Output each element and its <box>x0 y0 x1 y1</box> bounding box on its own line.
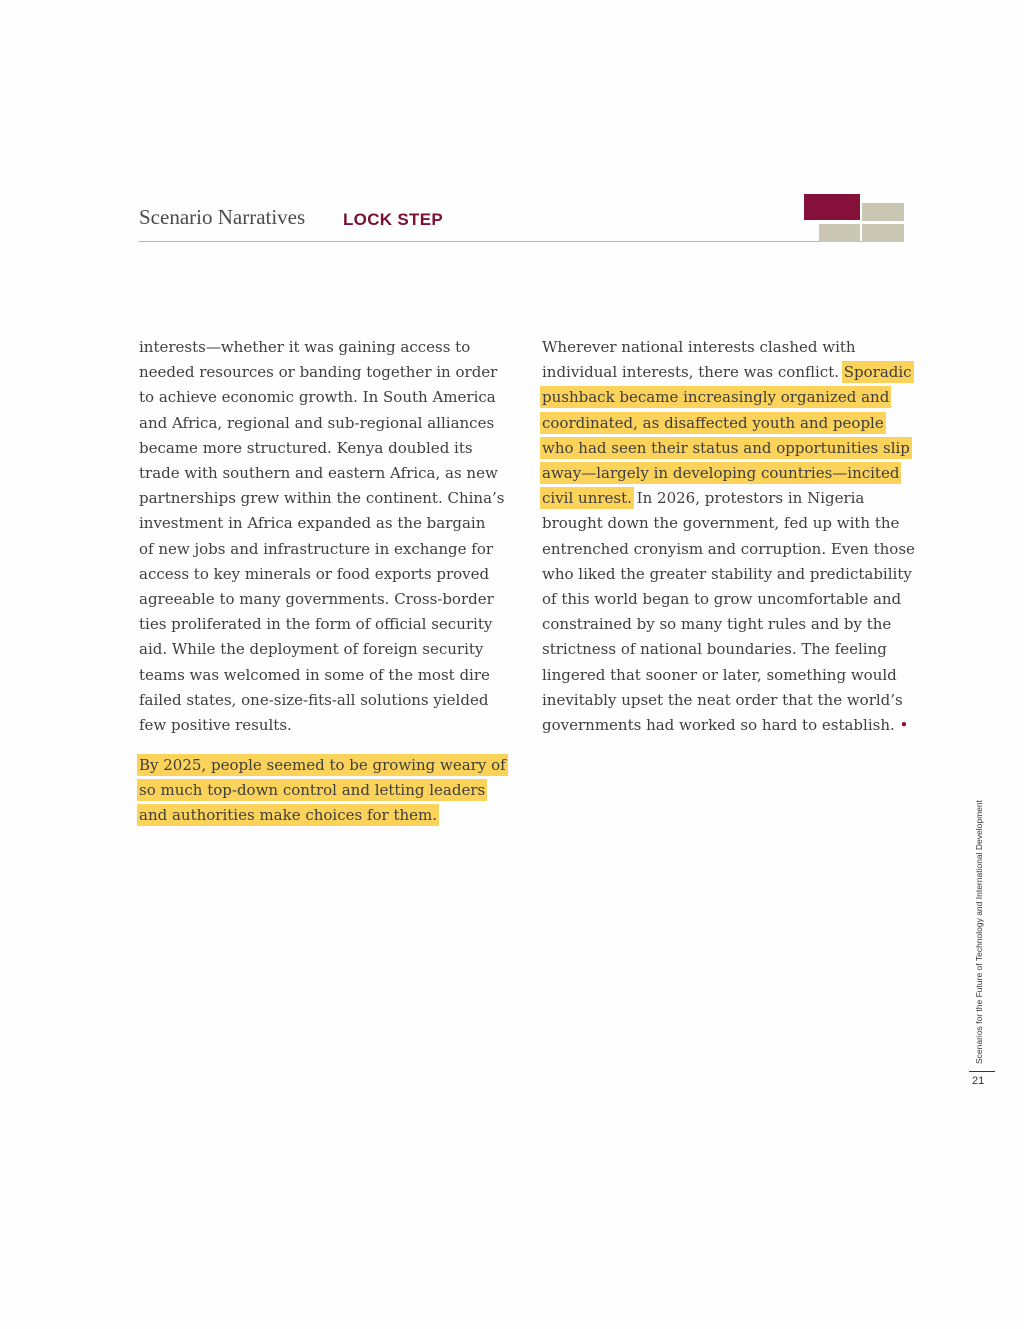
text-line: teams was welcomed in some of the most dire <box>139 665 490 684</box>
text-line: brought down the government, fed up with the <box>542 514 900 533</box>
text-segment: In 2026, protestors in Nigeria <box>631 489 865 508</box>
decorative-block-maroon <box>804 194 860 220</box>
highlighted-text: pushback became increasingly organized and <box>542 388 890 407</box>
decorative-block-grey-bottom-left <box>819 224 860 242</box>
highlighted-text: away—largely in developing countries—incited <box>542 464 900 483</box>
text-line: strictness of national boundaries. The feeling <box>542 640 887 659</box>
running-footer: Scenarios for the Future of Technology and International Development <box>974 800 984 1064</box>
text-line: aid. While the deployment of foreign security <box>139 640 484 659</box>
text-line: inevitably upset the neat order that the world’s <box>542 690 903 709</box>
section-title: LOCK STEP <box>343 210 443 229</box>
decorative-block-grey-top <box>862 203 904 221</box>
header-divider <box>139 241 904 242</box>
decorative-block-grey-bottom-right <box>862 224 904 242</box>
text-line: needed resources or banding together in order <box>139 363 498 382</box>
text-line: access to key minerals or food exports proved <box>139 564 490 583</box>
text-line: of this world began to grow uncomfortable and <box>542 590 902 609</box>
text-line: few positive results. <box>139 716 292 735</box>
text-line: entrenched cronyism and corruption. Even those <box>542 539 915 558</box>
highlighted-text: By 2025, people seemed to be growing weary of <box>139 756 506 774</box>
text-line: trade with southern and eastern Africa, as new <box>139 464 498 483</box>
text-line: investment in Africa expanded as the bargain <box>139 514 486 533</box>
highlighted-text: so much top-down control and letting leaders <box>139 781 486 800</box>
end-mark-icon: • <box>899 716 909 735</box>
text-line: interests—whether it was gaining access to <box>139 338 471 356</box>
text-line: became more structured. Kenya doubled its <box>139 438 473 457</box>
text-line: lingered that sooner or later, something would <box>542 665 897 684</box>
text-line: agreeable to many governments. Cross-border <box>139 590 494 609</box>
highlighted-text: coordinated, as disaffected youth and people <box>542 413 884 432</box>
highlighted-text: and authorities make choices for them. <box>139 806 438 825</box>
text-line: failed states, one-size-fits-all solutions yielded <box>139 690 489 709</box>
right-column-paragraph <box>542 335 922 738</box>
text-line: of new jobs and infrastructure in exchange for <box>139 539 494 558</box>
footer-divider <box>969 1071 995 1072</box>
text-segment: individual interests, there was conflict. <box>542 363 844 382</box>
left-column-paragraph-1 <box>139 335 519 738</box>
page-number: 21 <box>972 1075 985 1087</box>
text-line: constrained by so many tight rules and by the <box>542 615 892 634</box>
text-line: and Africa, regional and sub-regional alliances <box>139 413 495 432</box>
highlighted-text: civil unrest. <box>542 489 632 508</box>
page-title: Scenario Narratives <box>139 205 306 229</box>
highlighted-text: who had seen their status and opportunities slip <box>542 438 910 457</box>
text-line: partnerships grew within the continent. China’s <box>139 489 505 508</box>
left-column-paragraph-2 <box>139 753 519 829</box>
text-line: Wherever national interests clashed with <box>542 338 856 356</box>
highlighted-text: Sporadic <box>843 363 912 382</box>
text-line: ties proliferated in the form of official security <box>139 615 493 634</box>
text-segment: governments had worked so hard to establish. <box>542 716 900 735</box>
text-line: to achieve economic growth. In South America <box>139 388 496 407</box>
text-line: who liked the greater stability and predictability <box>542 564 912 583</box>
